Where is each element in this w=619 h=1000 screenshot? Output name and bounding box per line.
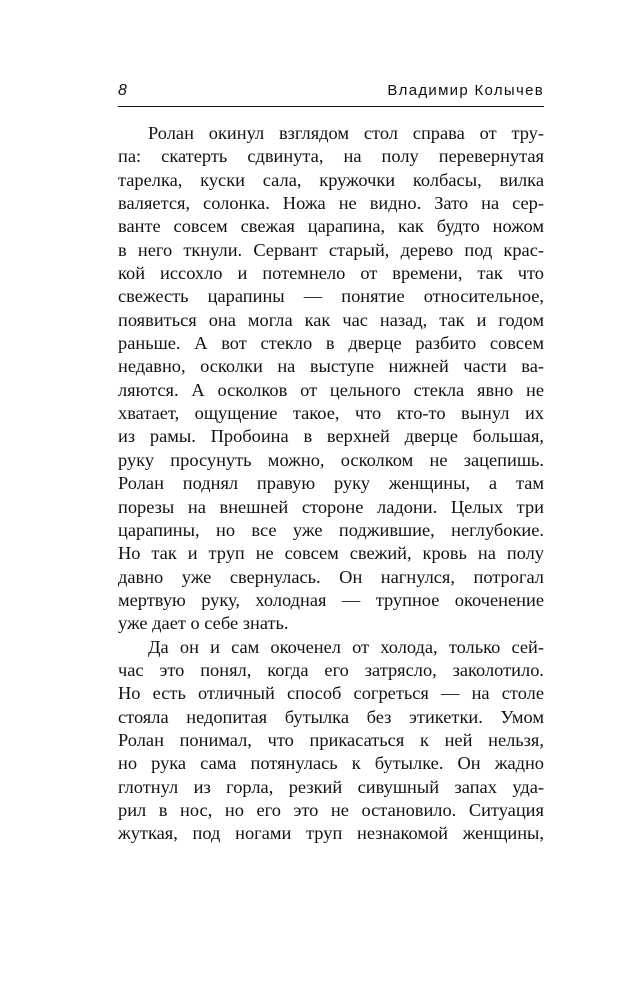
text-line: валяется, солонка. Ножа не видно. Зато на сер- [118,193,544,214]
text-line: Но есть отличный способ согреться — на столе [118,683,544,704]
text-line: стояла недопитая бутылка без этикетки. Умом [118,706,544,727]
paragraph-2 [118,636,544,846]
text-line: глотнул из горла, резкий сивушный запах уда- [118,776,544,797]
text-line: па: скатерть сдвинута, на полу перевернутая [118,146,544,167]
text-line: Ролан понимал, что прикасаться к ней нельзя, [118,729,544,750]
running-header [118,80,544,107]
text-line: Ролан поднял правую руку женщины, а там [118,473,544,494]
text-line: свежесть царапины — понятие относительное, [118,286,544,307]
text-line: хватает, ощущение такое, что кто-то вынул их [118,403,544,424]
text-line: недавно, осколки на выступе нижней части ва- [118,356,544,377]
text-line: Да он и сам окоченел от холода, только сей- [148,636,544,657]
text-line: порезы на внешней стороне ладони. Целых три [118,496,544,517]
text-line: царапины, но все уже поджившие, неглубокие. [118,519,544,540]
running-head-author: Владимир Колычев [387,82,544,99]
text-line: в него ткнули. Сервант старый, дерево под крас- [118,239,544,260]
text-line: давно уже свернулась. Он нагнулся, потрогал [118,566,544,587]
text-line: Но так и труп не совсем свежий, кровь на полу [118,543,544,564]
text-line: Ролан окинул взглядом стол справа от тру- [148,123,544,143]
text-line: ванте совсем свежая царапина, как будто ножом [118,216,544,237]
paragraph-1 [118,122,544,636]
text-line: жуткая, под ногами труп незнакомой женщины, [118,823,544,844]
text-line: кой иссохло и потемнело от времени, так что [118,263,544,284]
text-line: раньше. А вот стекло в дверце разбито совсем [118,333,544,354]
text-line: рил в нос, но его это не остановило. Ситуация [118,799,544,820]
text-line: из рамы. Пробоина в верхней дверце большая, [118,426,544,447]
text-line: уже дает о себе знать. [118,613,289,634]
text-line: но рука сама потянулась к бутылке. Он жадно [118,753,544,774]
text-line: мертвую руку, холодная — трупное окоченение [118,589,544,610]
text-line: появиться она могла как час назад, так и годом [118,309,544,330]
page-number: 8 [118,82,127,99]
text-line: ляются. А осколков от цельного стекла явно не [118,379,544,400]
text-line: тарелка, куски сала, кружочки колбасы, вилка [118,169,544,190]
text-line: час это понял, когда его затрясло, заколотило. [118,659,544,680]
body-text [118,122,544,846]
text-line: руку просунуть можно, осколком не зацепишь. [118,449,544,470]
